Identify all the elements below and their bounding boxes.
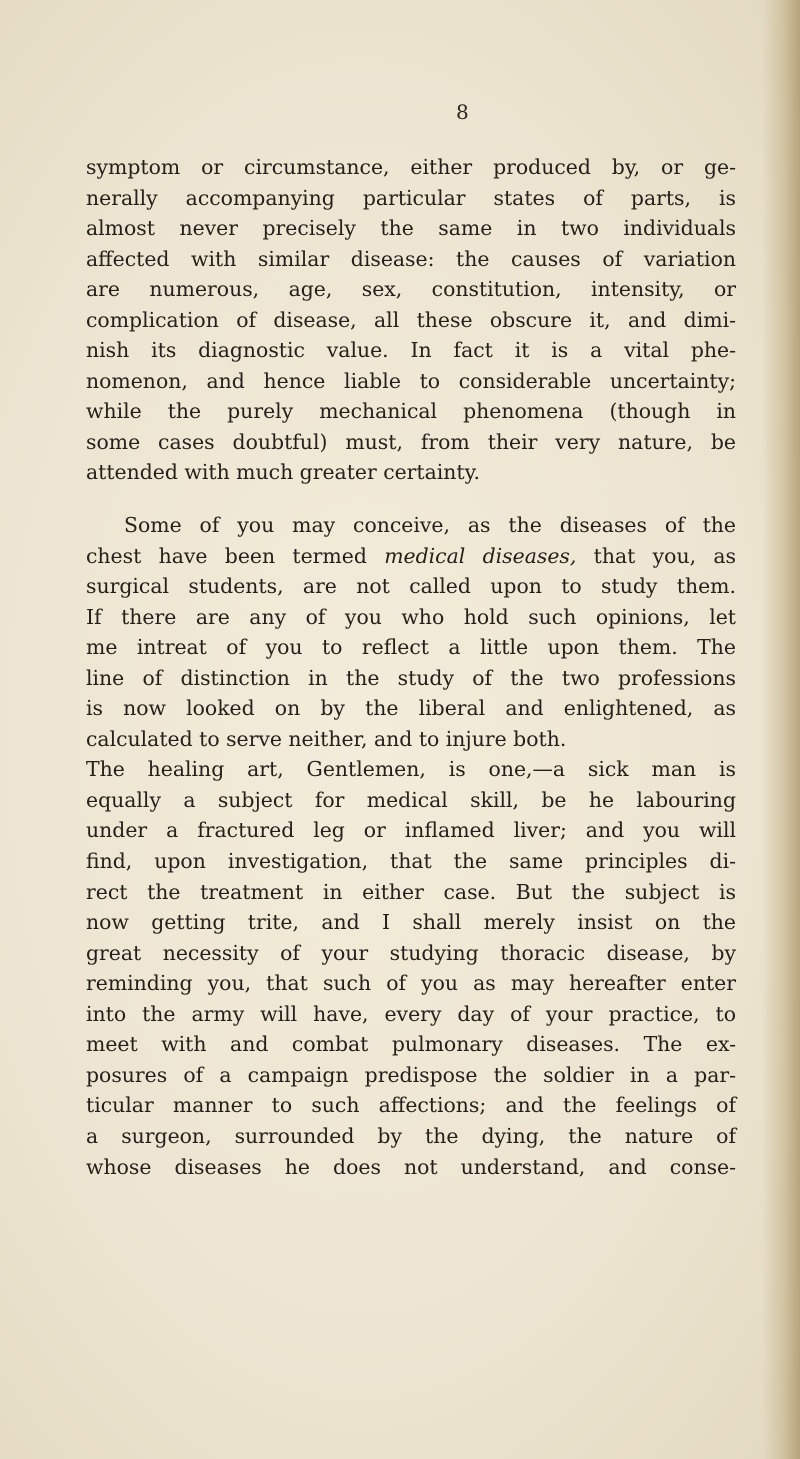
text-line: equally a subject for medical skill, be he labouring (86, 787, 736, 812)
text-line: affected with similar disease: the causes of variation (86, 246, 736, 271)
text-line: ticular manner to such affections; and the feelings of (86, 1093, 736, 1118)
italic-phrase: medical diseases, (384, 543, 577, 568)
text-line: The healing art, Gentlemen, is one,—a sick man is (86, 757, 736, 782)
text-line: nerally accompanying particular states of parts, is (86, 185, 736, 210)
text-line: me intreat of you to reflect a little upon them. The (86, 635, 736, 660)
text-line: attended with much greater certainty. (86, 460, 480, 485)
text-line: find, upon investigation, that the same principles di- (86, 849, 736, 874)
text-line: are numerous, age, sex, constitution, intensity, or (86, 277, 736, 302)
text-line: rect the treatment in either case. But the subject is (86, 879, 736, 904)
text-line: nish its diagnostic value. In fact it is a vital phe- (86, 338, 736, 363)
text-line: line of distinction in the study of the two professions (86, 665, 736, 690)
text-line: meet with and combat pulmonary diseases. The ex- (86, 1032, 736, 1057)
body-text (86, 152, 736, 1182)
text-line: surgical students, are not called upon to study them. (86, 574, 736, 599)
text-line: now getting trite, and I shall merely insist on the (86, 910, 736, 935)
text-line: whose diseases he does not understand, and conse- (86, 1154, 736, 1179)
page-number: 8 (456, 100, 469, 124)
text-line: reminding you, that such of you as may hereafter enter (86, 971, 736, 996)
text-line: almost never precisely the same in two individuals (86, 216, 736, 241)
text-line: while the purely mechanical phenomena (though in (86, 399, 736, 424)
text-line: great necessity of your studying thoracic disease, by (86, 940, 736, 965)
text-line: is now looked on by the liberal and enlightened, as (86, 696, 736, 721)
text-line: complication of disease, all these obscure it, and dimi- (86, 307, 736, 332)
text-line: If there are any of you who hold such opinions, let (86, 604, 736, 629)
text-segment: that you, as (576, 543, 736, 568)
text-segment: chest have been termed (86, 543, 385, 568)
text-line: posures of a campaign predispose the soldier in a par- (86, 1062, 736, 1087)
text-line: calculated to serve neither, and to injure both. (86, 726, 567, 751)
text-line: a surgeon, surrounded by the dying, the nature of (86, 1123, 736, 1148)
paragraph-2 (86, 510, 736, 1182)
text-line: Some of you may conceive, as the diseases of the (124, 513, 736, 538)
page-edge-shadow (762, 0, 800, 1459)
paragraph-gap (86, 488, 736, 510)
text-line: under a fractured leg or inflamed liver; and you will (86, 818, 736, 843)
text-line: nomenon, and hence liable to considerable uncertainty; (86, 368, 736, 393)
paragraph-1 (86, 152, 736, 488)
text-line: some cases doubtful) must, from their very nature, be (86, 429, 736, 454)
text-line: into the army will have, every day of your practice, to (86, 1001, 736, 1026)
text-line: symptom or circumstance, either produced by, or ge- (86, 155, 736, 179)
text-line-with-italic (86, 541, 736, 572)
